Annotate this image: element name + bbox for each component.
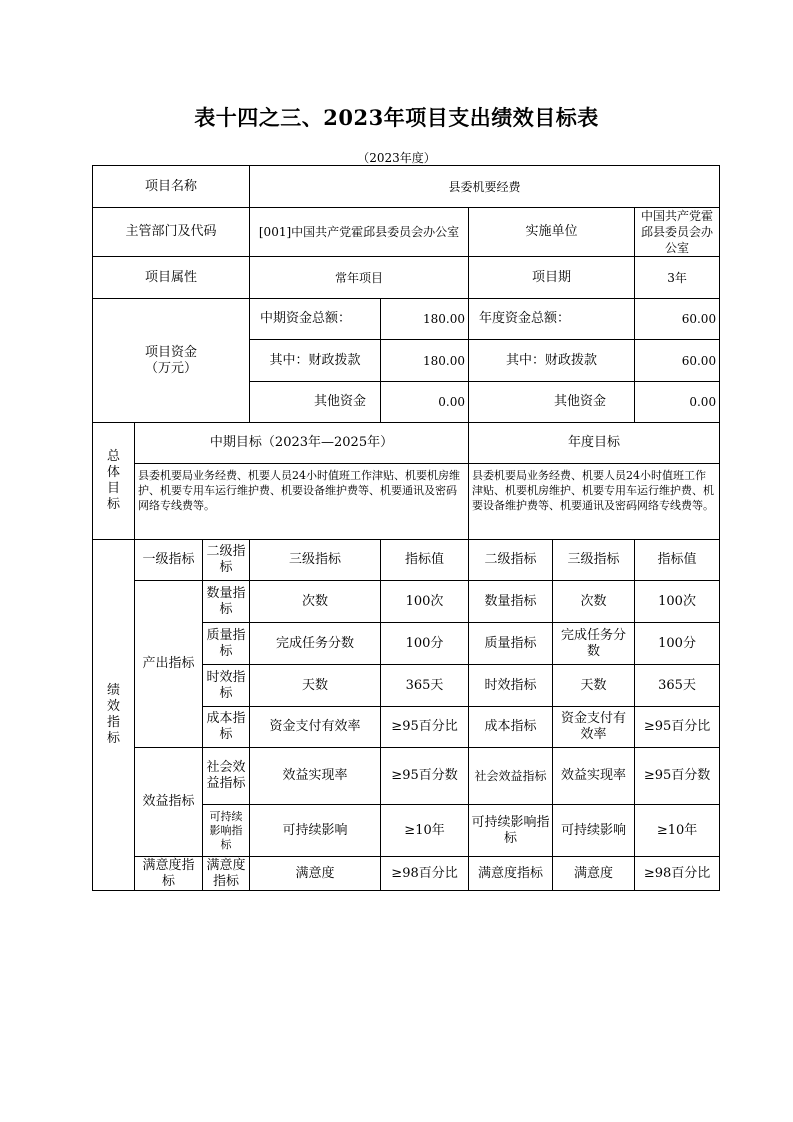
mid-goal-text: 县委机要局业务经费、机要人员24小时值班工作津贴、机要机房维护、机要专用车运行维护费、机要设备维护费等、机要通讯及密码网络专线费等。	[135, 464, 469, 540]
goals-side-label	[93, 423, 135, 540]
attribute-row	[93, 257, 720, 299]
level2-cell: 质量指标	[203, 623, 250, 665]
header-level3-year: 三级指标	[553, 540, 635, 581]
level2-year-cell: 满意度指标	[469, 857, 553, 891]
value-cell: 365天	[381, 665, 469, 707]
goals-header-row	[93, 423, 720, 464]
department-value: [001]中国共产党霍邱县委员会办公室	[250, 208, 469, 257]
value-cell: ≥95百分数	[381, 748, 469, 805]
satisfaction-indicator-label: 满意度指标	[135, 857, 203, 891]
level3-year-cell: 可持续影响	[553, 805, 635, 857]
perf-side-char: 效	[106, 699, 120, 714]
table-row	[93, 857, 720, 891]
perf-header-row	[93, 540, 720, 581]
level2-year-cell: 数量指标	[469, 581, 553, 623]
level3-cell: 满意度	[250, 857, 381, 891]
header-level2: 二级指标	[203, 540, 250, 581]
funds-label	[93, 299, 250, 423]
level2-cell: 满意度指标	[203, 857, 250, 891]
impl-unit-value: 中国共产党霍邱县委员会办公室	[635, 208, 720, 257]
year-other-label: 其他资金	[469, 382, 635, 423]
mid-other-value: 0.00	[381, 382, 469, 423]
year-other-value: 0.00	[635, 382, 720, 423]
year-fiscal-value: 60.00	[635, 340, 720, 382]
mid-fiscal-label: 其中：财政拨款	[250, 340, 381, 382]
header-level3: 三级指标	[250, 540, 381, 581]
header-level1: 一级指标	[135, 540, 203, 581]
project-name-label: 项目名称	[93, 166, 250, 208]
value-cell: ≥10年	[381, 805, 469, 857]
mid-total-value: 180.00	[381, 299, 469, 340]
value-year-cell: ≥95百分数	[635, 748, 720, 805]
period-value: 3年	[635, 257, 720, 299]
level2-cell: 成本指标	[203, 707, 250, 748]
value-year-cell: ≥10年	[635, 805, 720, 857]
header-value-year: 指标值	[635, 540, 720, 581]
level2-cell: 时效指标	[203, 665, 250, 707]
year-fiscal-label: 其中：财政拨款	[469, 340, 635, 382]
page-title: 表十四之三、2023年项目支出绩效目标表	[194, 105, 599, 130]
level3-cell: 完成任务分数	[250, 623, 381, 665]
value-cell: ≥98百分比	[381, 857, 469, 891]
perf-side-char: 绩	[106, 683, 120, 698]
level3-year-cell: 完成任务分数	[553, 623, 635, 665]
year-total-value: 60.00	[635, 299, 720, 340]
mid-total-label: 中期资金总额：	[250, 299, 381, 340]
period-label: 项目期	[469, 257, 635, 299]
attribute-label: 项目属性	[93, 257, 250, 299]
level3-year-cell: 资金支付有效率	[553, 707, 635, 748]
level2-year-cell: 质量指标	[469, 623, 553, 665]
year-total-label: 年度资金总额：	[469, 299, 635, 340]
goals-side-char: 目	[106, 481, 120, 496]
perf-side-label	[93, 540, 135, 891]
value-year-cell: 100分	[635, 623, 720, 665]
level2-cell: 社会效益指标	[203, 748, 250, 805]
project-name-row	[93, 166, 720, 208]
level3-year-cell: 次数	[553, 581, 635, 623]
level2-cell: 数量指标	[203, 581, 250, 623]
level2-year-cell: 社会效益指标	[469, 748, 553, 805]
value-year-cell: ≥95百分比	[635, 707, 720, 748]
goals-side-char: 总	[106, 449, 120, 464]
funds-label-line1: 项目资金	[145, 344, 198, 360]
level2-year-cell: 可持续影响指标	[469, 805, 553, 857]
value-year-cell: 365天	[635, 665, 720, 707]
impl-unit-label: 实施单位	[469, 208, 635, 257]
project-name-value: 县委机要经费	[250, 166, 720, 208]
header-value: 指标值	[381, 540, 469, 581]
level3-year-cell: 天数	[553, 665, 635, 707]
perf-side-char: 指	[106, 715, 120, 730]
level3-cell: 效益实现率	[250, 748, 381, 805]
mid-fiscal-value: 180.00	[381, 340, 469, 382]
year-goal-header: 年度目标	[469, 423, 720, 464]
table-row	[93, 581, 720, 623]
perf-side-char: 标	[106, 731, 120, 746]
level3-cell: 可持续影响	[250, 805, 381, 857]
level3-cell: 次数	[250, 581, 381, 623]
value-cell: 100次	[381, 581, 469, 623]
level3-year-cell: 满意度	[553, 857, 635, 891]
output-indicator-label: 产出指标	[135, 581, 203, 748]
goals-side-char: 标	[106, 497, 120, 512]
department-row	[93, 208, 720, 257]
funds-label-line2: （万元）	[145, 360, 198, 376]
table-row	[93, 748, 720, 805]
level2-cell: 可持续影响指标	[203, 805, 250, 857]
performance-goal-table	[92, 165, 720, 891]
value-cell: ≥95百分比	[381, 707, 469, 748]
header-level2-year: 二级指标	[469, 540, 553, 581]
year-goal-text: 县委机要局业务经费、机要人员24小时值班工作津贴、机要机房维护、机要专用车运行维护费、机要设备维护费等、机要通讯及密码网络专线费等。	[469, 464, 720, 540]
mid-other-label: 其他资金	[250, 382, 381, 423]
value-year-cell: 100次	[635, 581, 720, 623]
goals-text-row	[93, 464, 720, 540]
level3-cell: 资金支付有效率	[250, 707, 381, 748]
funds-total-row	[93, 299, 720, 340]
benefit-indicator-label: 效益指标	[135, 748, 203, 857]
page-subtitle: （2023年度）	[357, 151, 436, 165]
goals-side-char: 体	[106, 465, 120, 480]
value-year-cell: ≥98百分比	[635, 857, 720, 891]
mid-goal-header: 中期目标（2023年—2025年）	[135, 423, 469, 464]
level3-cell: 天数	[250, 665, 381, 707]
attribute-value: 常年项目	[250, 257, 469, 299]
level2-year-cell: 时效指标	[469, 665, 553, 707]
level3-year-cell: 效益实现率	[553, 748, 635, 805]
level2-year-cell: 成本指标	[469, 707, 553, 748]
department-label: 主管部门及代码	[93, 208, 250, 257]
value-cell: 100分	[381, 623, 469, 665]
